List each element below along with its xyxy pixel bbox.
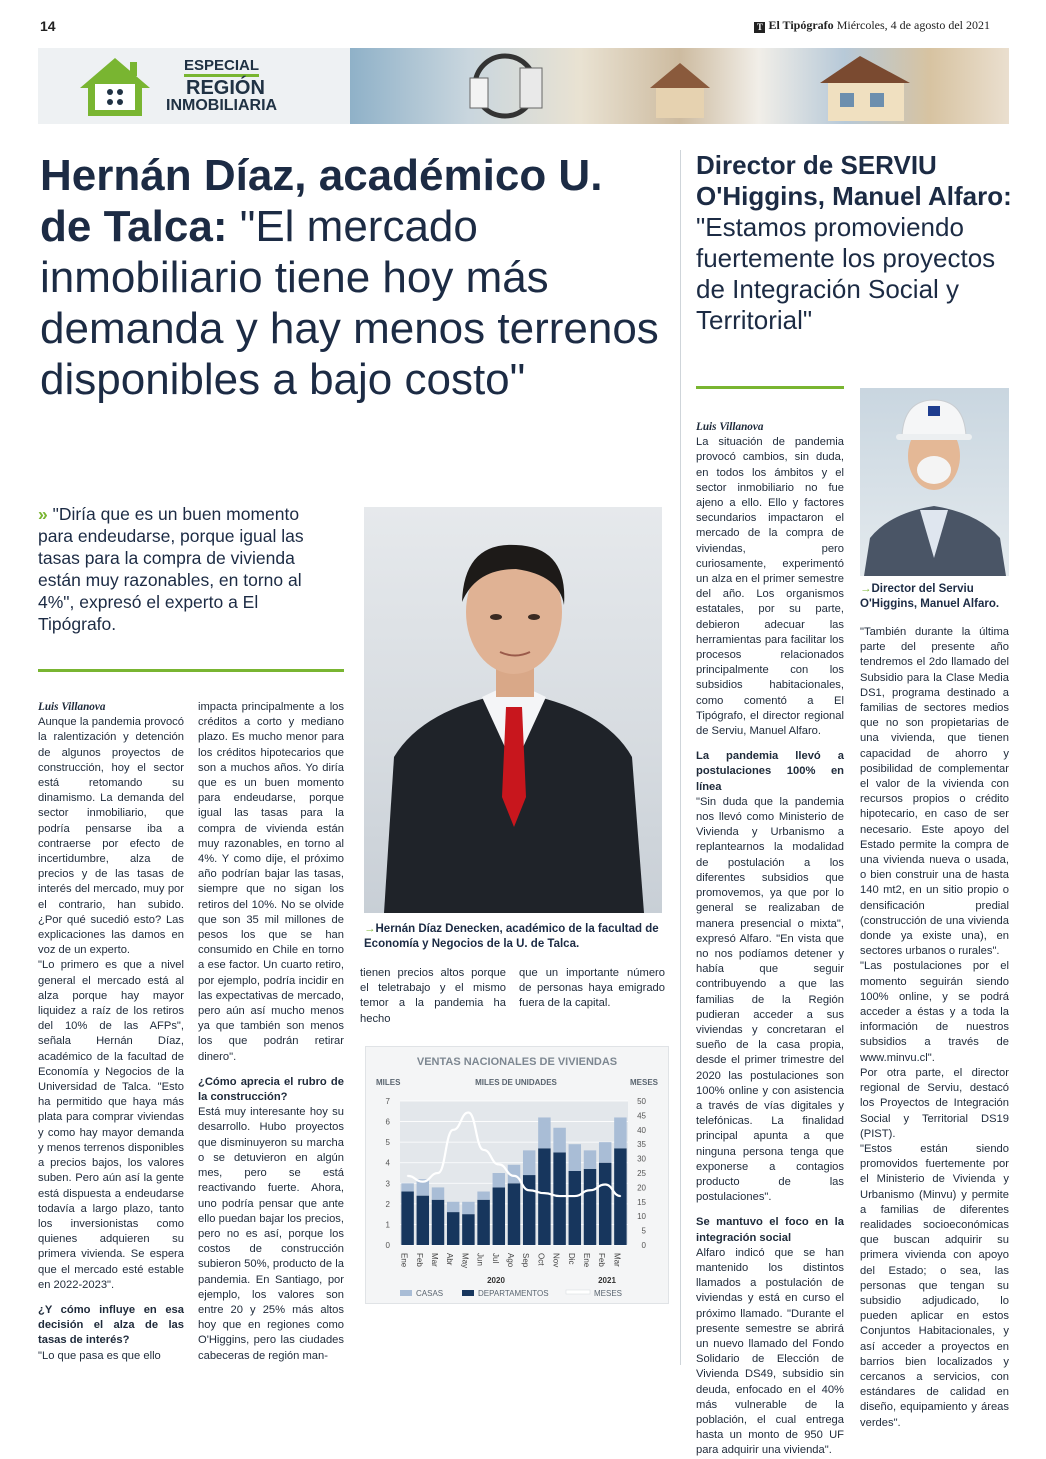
chart-point-meses — [589, 1189, 591, 1191]
director-photo — [860, 388, 1009, 576]
chart-category-label: Jun — [475, 1253, 485, 1266]
chart-point-meses — [559, 1195, 561, 1197]
chart-right-tick: 30 — [637, 1154, 646, 1164]
portrait-photo — [364, 507, 662, 913]
chart-bar-departamentos — [432, 1200, 444, 1245]
chart-point-meses — [483, 1149, 485, 1151]
chart-left-tick: 7 — [385, 1097, 390, 1106]
quote-divider — [38, 669, 344, 672]
chart-bar-departamentos — [584, 1169, 596, 1245]
side-col-1 — [696, 420, 844, 1459]
chart-bar-departamentos — [447, 1212, 459, 1245]
chart-category-label: Mar — [612, 1253, 622, 1267]
paragraph: "Estos están siendo promovidos fuertemente por el Ministerio de Vivienda y Urbanismo (Minvu) y permite a familias de diferentes realidades socioeconómicas que buscan adquirir su primera vivienda con apoyo del Estado; o sea, las personas que tengan su subsidio adjudicado, lo pueden aplicar en estos Conjuntos Habitacionales, y así acceder a proyectos en barrios bien localizados y cercanos a servicios, con estándares de calidad en diseño, equipamiento y áreas verdes". — [860, 1142, 1009, 1429]
banner-inmobiliaria: INMOBILIARIA — [166, 97, 278, 114]
chart-bar-departamentos — [523, 1175, 535, 1245]
masthead — [754, 18, 990, 33]
main-headline-quote: "El mercado inmobiliario tiene hoy más demanda y hay menos terrenos disponibles a bajo costo" — [40, 202, 659, 404]
chart-left-tick: 4 — [385, 1158, 390, 1168]
chart-category-label: Jul — [490, 1253, 500, 1264]
chart-bar-departamentos — [599, 1163, 611, 1245]
chart-point-meses — [574, 1195, 576, 1197]
paragraph: Por otra parte, el director regional de Serviu, destacó los Proyectos de Integración Social y Territorial DS19 (PIST). — [860, 1066, 1009, 1140]
chart-bar-departamentos — [401, 1192, 413, 1245]
chart-bar-departamentos — [538, 1148, 550, 1245]
legend-swatch-departamentos — [462, 1290, 474, 1296]
chart-point-meses — [407, 1175, 409, 1177]
chart-bar-casas — [538, 1117, 550, 1148]
chart-right-tick: 25 — [637, 1169, 646, 1178]
photo-caption-text: Hernán Díaz Denecken, académico de la facultad de Economía y Negocios de la U. de Talca. — [364, 923, 659, 950]
chart-category-label: Ago — [506, 1253, 515, 1268]
chart-right-tick: 5 — [641, 1226, 646, 1236]
chart-category-label: Sep — [521, 1253, 531, 1268]
banner-especial: ESPECIAL — [184, 58, 259, 77]
banner-region: REGIÓN — [186, 77, 265, 99]
chart-bar-casas — [523, 1150, 535, 1175]
chart-bar-departamentos — [553, 1152, 565, 1245]
chart-point-meses — [452, 1129, 454, 1131]
director-portrait-illustration — [860, 388, 1009, 576]
publication-name: El Tipógrafo — [768, 18, 834, 32]
chart-bar-departamentos — [417, 1196, 429, 1245]
chart-point-meses — [620, 1195, 622, 1197]
paragraph: "Lo primero es que a nivel general el mercado está al alza porque hay mayor liquidez a raíz de los retiros del 10% de las AFPs", señala Hernán Díaz, académico de la facultad de Economía y Negocios de la Universidad de Talca. "Esto ha permitido que haya más plata para comprar viviendas y como hay mayor demanda y menos terrenos disponibles a precios bajos, los valores suben. Pero aún así la gente está dispuesta a endeudarse todavía a largo plazo, tanto los inversionistas como quienes adquieren su primera vivienda. Se espera que el mercado esté estable en 2022-2023". — [38, 959, 184, 1291]
photo-caption — [364, 922, 664, 951]
paragraph: Está muy interesante hoy su desarrollo. Hubo proyectos que disminuyeron su marcha o se detuvieron en algún mes, pero se está reactivando fuerte. Ahora, uno podría pensar que ante ello puedan bajar los precios, pero no es así, porque los costos de construcción subieron 50%, producto de la pandemia. En Santiago, por ejemplo, los valores son entre 20 y 25% más altos hoy que en regiones como O'Higgins, pero las ciudades cabeceras de región man- — [198, 1106, 344, 1362]
chart-bar-departamentos — [508, 1183, 520, 1245]
chart-point-meses — [544, 1192, 546, 1194]
house-logo-icon — [78, 56, 152, 118]
banner-houses-illustration — [350, 48, 1009, 124]
chart-category-label: Ene — [582, 1253, 591, 1268]
chart-title: VENTAS NACIONALES DE VIVIENDAS — [416, 1056, 618, 1068]
chart-bar-departamentos — [569, 1171, 581, 1245]
chart-bar-casas — [477, 1192, 489, 1200]
legend-departamentos: DEPARTAMENTOS — [478, 1289, 549, 1298]
pull-quote — [38, 503, 328, 635]
chart-year-2021: 2021 — [598, 1276, 616, 1285]
paragraph: La situación de pandemia provocó cambios, sin duda, en todos los ámbitos y el sector inmobiliario no fue ajeno a ello. Ello y factores secundarios impactaron el mercado de la compra de viviendas, pero curiosamente, experimentó un alza en el primer semestre del año. Los organismos estatales, por su parte, debieron adecuar las herramientas para facilitar los procesos relacionados principalmente con los subsidios habitacionales, como comentó a El Tipógrafo, el director regional de Serviu, Manuel Alfaro. — [696, 436, 844, 738]
chart-bar-casas — [584, 1150, 596, 1169]
chart-bar-casas — [401, 1183, 413, 1191]
chart-point-meses — [422, 1181, 424, 1183]
chart-bar-casas — [599, 1142, 611, 1163]
chart-year-2020: 2020 — [487, 1276, 505, 1285]
chart-bar-casas — [432, 1187, 444, 1199]
legend-casas: CASAS — [416, 1289, 444, 1298]
chart-bar-departamentos — [477, 1200, 489, 1245]
main-col-2 — [198, 700, 344, 1364]
chart-bar-casas — [614, 1117, 626, 1148]
chart-left-tick: 0 — [385, 1241, 390, 1250]
side-byline: Luis Villanova — [696, 421, 764, 433]
chart-bar-casas — [462, 1202, 474, 1214]
side-headline — [696, 150, 1016, 336]
main-headline-bold: Hernán Díaz, académico U. de Talca: — [40, 151, 603, 251]
chart-left-tick: 1 — [385, 1220, 390, 1230]
main-col-3b — [519, 966, 665, 1012]
paragraph: "Las postulaciones por el momento seguirán siendo 100% online, y se podrá acceder a éstas y a toda la información de nuestros subsidios a través de www.minvu.cl". — [860, 960, 1009, 1064]
chart-left-tick: 2 — [385, 1199, 390, 1209]
chart-bar-casas — [553, 1128, 565, 1153]
chart-bar-casas — [569, 1144, 581, 1171]
side-headline-bold: Director de SERVIU O'Higgins, Manuel Alfaro: — [696, 150, 1012, 211]
chart-right-tick: 45 — [637, 1111, 646, 1121]
chart-bar-departamentos — [493, 1187, 505, 1245]
man-portrait-illustration — [364, 507, 662, 913]
chart-right-tick: 40 — [637, 1125, 646, 1135]
paragraph: "Sin duda que la pandemia nos llevó como Ministerio de Vivienda y Urbanismo a replantearnos la modalidad de postulación a los diferentes subsidios que promovemos, ya que por lo general se realizaban de manera presencial o mixta", expresó Alfaro. "En vista que no nos podíamos detener y había que seguir contribuyendo a que las familias de la Región pudieran acceder a sus viviendas y concretaran el sueño de la casa propia, desde el primer trimestre del 2020 las postulaciones son 100% online y con asistencia a través de vías digitales y telefónicas. La finalidad principal apunta a que ninguna persona tenga que exponerse a contagios producto de las postulaciones". — [696, 795, 844, 1204]
director-photo-caption — [860, 582, 1016, 611]
chart-left-tick: 3 — [385, 1179, 390, 1189]
interview-question: ¿Cómo aprecia el rubro de la construcción? — [198, 1075, 344, 1104]
paragraph: "También durante la última parte del presente año tendremos el 2do llamado del Subsidio para la Clase Media DS1, programa destinado a familias de sectores medios que no son propietarias de una vivienda, que tienen capacidad de ahorro y posibilidad de complementar el valor de la vivienda con recursos propios o crédito hipotecario, en caso de ser necesario. Este apoyo del Estado permite la compra de una vivienda nueva o usada, o bien construir una de hasta 140 mt2, en un sitio propio o densificación predial (construcción de una vivienda donde ya existe una), en sectores urbanos o rurales". — [860, 626, 1009, 958]
chart-right-tick: 10 — [637, 1212, 646, 1222]
arrow-right-icon: → — [364, 923, 376, 935]
chart-point-meses — [513, 1175, 515, 1177]
chart-right-tick: 35 — [637, 1140, 646, 1150]
arrow-right-icon: → — [860, 583, 872, 595]
chart-category-label: Dic — [566, 1253, 576, 1265]
chart-bar-departamentos — [462, 1214, 474, 1245]
chart-point-meses — [528, 1189, 530, 1191]
paragraph: "Lo que pasa es que ello — [38, 1349, 161, 1362]
main-col-3a — [360, 966, 506, 1027]
chart-category-label: Oct — [536, 1253, 546, 1266]
chart-point-meses — [604, 1184, 606, 1186]
side-headline-quote: "Estamos promoviendo fuertemente los proyectos de Integración Social y Territorial" — [696, 212, 996, 335]
column-divider — [680, 150, 681, 1365]
banner-photo-strip — [350, 48, 1009, 124]
chart-right-tick: 50 — [637, 1097, 646, 1106]
newspaper-logo-icon: T — [754, 22, 765, 33]
chart-category-label: Feb — [597, 1253, 607, 1267]
chart-left-tick: 6 — [385, 1117, 390, 1127]
chart-bar-casas — [493, 1173, 505, 1187]
chart-right-tick: 0 — [641, 1241, 646, 1250]
chart-point-meses — [468, 1112, 470, 1114]
issue-date: Miércoles, 4 de agosto del 2021 — [836, 18, 990, 32]
paragraph: Aunque la pandemia provocó la ralentización y detención de algunos proyectos de construcción, hoy el sector está retomando su dinamismo. La demanda del sector inmobiliario, que podría pensarse iba a contraerse por efecto de incertidumbre, alza de precios y de las tasas de interés del mercado, muy por el contrario, han subido. ¿Por qué sucedió esto? Las explicaciones las damos en voz de un experto. — [38, 716, 184, 957]
byline: Luis Villanova — [38, 701, 106, 713]
chart-category-label: Feb — [414, 1253, 424, 1267]
chart-point-meses — [437, 1172, 439, 1174]
legend-swatch-meses — [566, 1290, 590, 1294]
legend-meses: MESES — [594, 1289, 623, 1298]
chart-canvas — [366, 1047, 668, 1303]
chart-category-label: May — [460, 1253, 470, 1269]
main-col-1 — [38, 700, 184, 1364]
paragraph: tienen precios altos porque el teletrabajo y el mismo temor a la pandemia ha hecho — [360, 967, 506, 1025]
director-caption-text: Director del Serviu O'Higgins, Manuel Alfaro. — [860, 583, 1000, 610]
side-subheading: La pandemia llevó a postulaciones 100% en línea — [696, 750, 844, 793]
section-banner — [38, 48, 1009, 124]
chart-category-label: Nov — [551, 1253, 561, 1268]
chart-bar-casas — [447, 1202, 459, 1212]
sales-chart — [365, 1046, 669, 1304]
main-headline — [40, 150, 660, 405]
side-divider — [696, 386, 844, 389]
chart-category-label: Ene — [399, 1253, 409, 1268]
chart-left-tick: 5 — [385, 1138, 390, 1148]
side-col-2 — [860, 625, 1009, 1431]
paragraph: impacta principalmente a los créditos a corto y mediano plazo. Es mucho menor para los créditos hipotecarios que son a muchos años. Yo diría que es un buen momento para endeudarse, porque igual las tasas para la compra de vivienda están muy razonables, en torno al 4%. Y como dije, el próximo año podrían bajar las tasas, siempre que no sigan los retiros del 10%. No se olvide que son 35 mil millones de pesos los que se han consumido en Chile en torno a ese factor. Un cuarto retiro, por ejemplo, podría incidir en las expectativas de mercado, pero aún así mucho menos ya que también son menos los que podrán retirar dinero". — [198, 701, 344, 1063]
chart-right-tick: 20 — [637, 1183, 646, 1193]
chart-point-meses — [498, 1164, 500, 1166]
chart-subtitle: MILES DE UNIDADES — [475, 1078, 557, 1087]
chart-category-label: Abr — [445, 1253, 455, 1266]
chart-y-right-label: MESES — [629, 1078, 658, 1087]
chevron-right-icon: » — [38, 504, 48, 524]
side-subheading: Se mantuvo el foco en la integración social — [696, 1216, 844, 1244]
interview-question: ¿Y cómo influye en esa decisión el alza de las tasas de interés? — [38, 1303, 184, 1347]
paragraph: Alfaro indicó que se han mantenido los distintos llamados a postulación de viviendas y está en curso el próximo llamado. "Durante el presente semestre se abrirá un nuevo llamado del Fondo Solidario de Elección de Vivienda DS49, subsidio sin deuda, enfocado en el 40% más vulnerable de la población, el cual entrega hasta un monto de 950 UF para adquirir una vivienda". — [696, 1246, 844, 1457]
chart-category-label: Mar — [430, 1253, 439, 1267]
pull-quote-text: "Diría que es un buen momento para endeudarse, porque igual las tasas para la compra de vivienda están muy razonables, en torno al 4%", expresó el experto a El Tipógrafo. — [38, 504, 304, 634]
page-number: 14 — [40, 18, 56, 34]
paragraph: que un importante número de personas haya emigrado fuera de la capital. — [519, 967, 665, 1010]
legend-swatch-casas — [400, 1290, 412, 1296]
chart-y-left-label: MILES — [376, 1078, 401, 1087]
chart-right-tick: 15 — [637, 1197, 646, 1207]
